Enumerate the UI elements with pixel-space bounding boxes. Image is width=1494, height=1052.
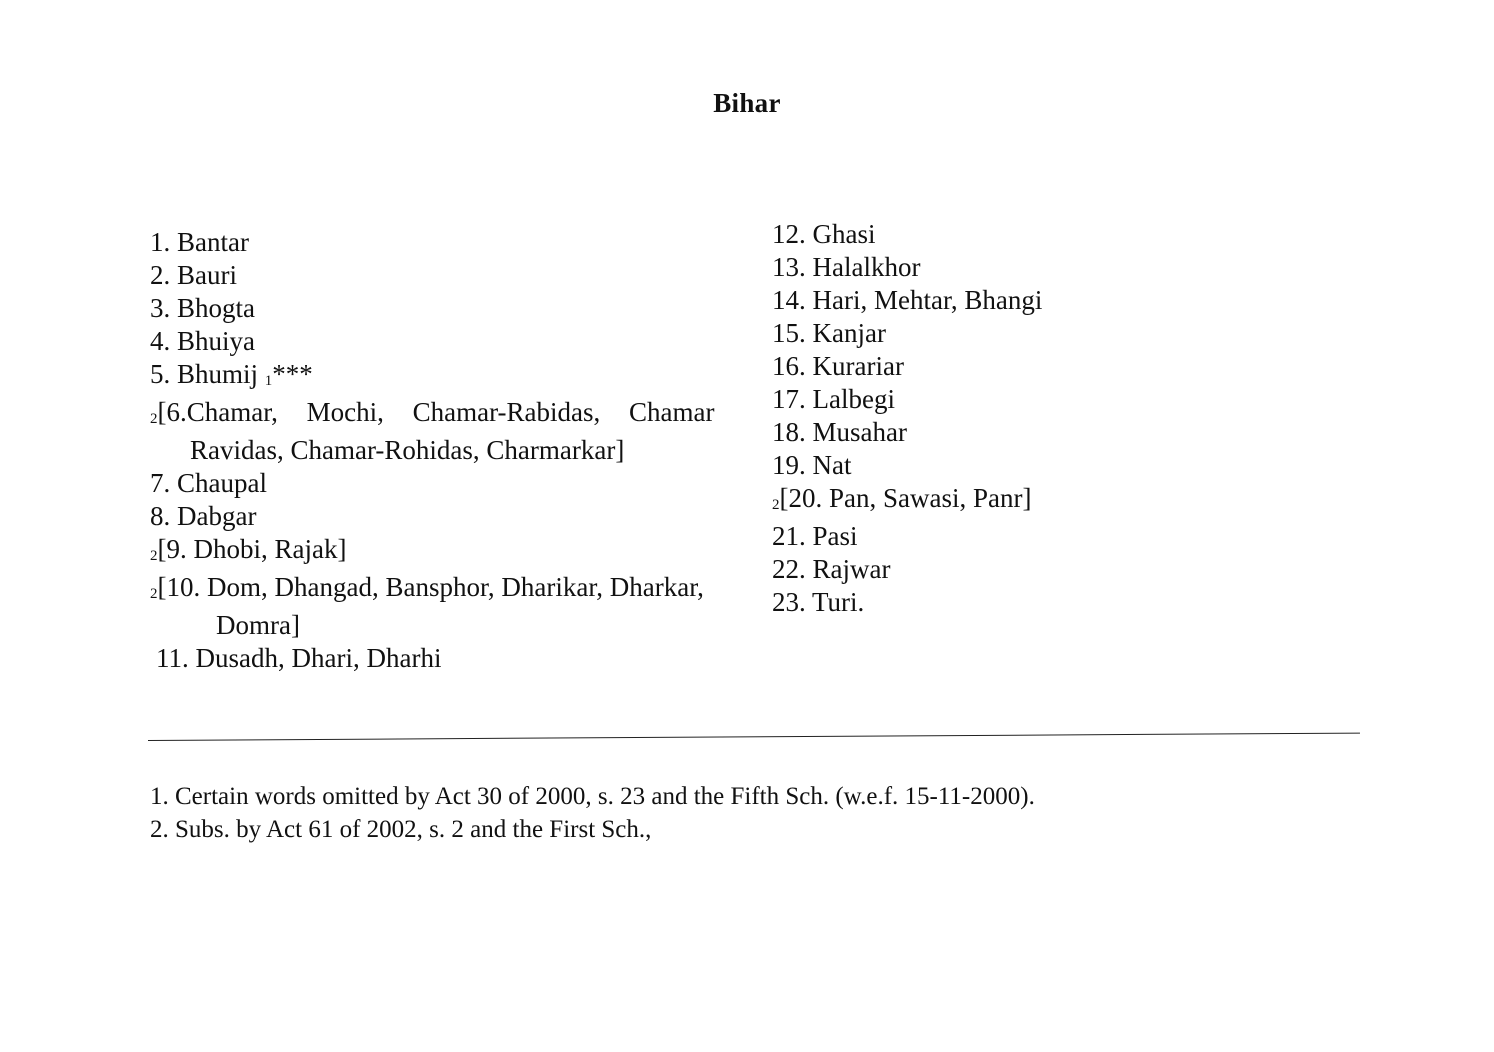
- item-text: Bhuiya: [177, 326, 255, 356]
- item-text: Bhogta: [177, 293, 255, 323]
- caste-list-right-column: [772, 218, 1192, 619]
- footnote-reference: 2: [772, 497, 780, 513]
- item-number: 17.: [772, 384, 806, 414]
- item-number: [9.: [157, 534, 187, 564]
- item-text: Pasi: [812, 521, 858, 551]
- footnote-reference: 2: [150, 411, 158, 427]
- item-text: Chaupal: [177, 468, 267, 498]
- omission-marker: ***: [272, 359, 313, 389]
- item-text: Bhumij: [177, 359, 259, 389]
- list-item: [772, 586, 1192, 619]
- item-number: 4.: [150, 326, 171, 356]
- list-item: [150, 292, 750, 325]
- item-number: 5.: [150, 359, 171, 389]
- list-item: [772, 218, 1192, 251]
- item-number: 3.: [150, 293, 171, 323]
- item-number: 19.: [772, 450, 806, 480]
- item-text: Halalkhor: [812, 252, 921, 282]
- item-number: 12.: [772, 219, 806, 249]
- item-text: Kurariar: [812, 351, 904, 381]
- list-item: [772, 317, 1192, 350]
- item-text: Dom, Dhangad, Bansphor, Dharikar, Dharkar,: [207, 572, 704, 602]
- footnote-reference: 2: [150, 548, 158, 564]
- item-text: Kanjar: [812, 318, 886, 348]
- item-text: Hari, Mehtar, Bhangi: [812, 285, 1043, 315]
- item-number: 11.: [156, 643, 189, 673]
- item-text: Dabgar: [177, 501, 257, 531]
- list-item: [772, 284, 1192, 317]
- list-item: [772, 383, 1192, 416]
- list-item: [150, 642, 750, 675]
- item-text-continuation: Domra]: [216, 610, 300, 640]
- footnote-1: 1. Certain words omitted by Act 30 of 2000, s. 23 and the Fifth Sch. (w.e.f. 15-11-2000).: [150, 783, 1035, 810]
- list-item: [150, 467, 750, 500]
- item-text: Nat: [812, 450, 852, 480]
- list-item: [150, 226, 750, 259]
- list-item: [150, 571, 750, 642]
- list-item: [150, 325, 750, 358]
- list-item: [150, 358, 750, 396]
- item-text-continuation: Ravidas, Chamar-Rohidas, Charmarkar]: [190, 435, 625, 465]
- item-number: 18.: [772, 417, 806, 447]
- footnote-reference: 1: [264, 373, 273, 389]
- item-text: Ghasi: [812, 219, 876, 249]
- item-number: [20.: [779, 483, 823, 513]
- item-number: 8.: [150, 501, 171, 531]
- item-text: Dusadh, Dhari, Dharhi: [195, 643, 442, 673]
- item-number: 16.: [772, 351, 806, 381]
- item-text: Lalbegi: [812, 384, 895, 414]
- caste-list-left-column: [150, 226, 750, 675]
- list-item: [772, 449, 1192, 482]
- item-text: Pan, Sawasi, Panr]: [829, 483, 1032, 513]
- item-text: Chamar, Mochi, Chamar-Rabidas, Chamar: [186, 397, 715, 427]
- item-number: [6.: [157, 397, 187, 427]
- item-number: 13.: [772, 252, 806, 282]
- item-number: 21.: [772, 521, 806, 551]
- list-item: [150, 259, 750, 292]
- list-item: [772, 482, 1192, 520]
- list-item: [772, 251, 1192, 284]
- footnote-reference: 2: [150, 586, 158, 602]
- item-number: 14.: [772, 285, 806, 315]
- list-item: [150, 396, 750, 467]
- list-item: [150, 533, 750, 571]
- footnotes: [150, 780, 1150, 846]
- list-item: [772, 553, 1192, 586]
- item-text: Musahar: [812, 417, 907, 447]
- page-title: Bihar: [713, 88, 781, 118]
- item-number: 15.: [772, 318, 806, 348]
- list-item: [772, 350, 1192, 383]
- list-item: [772, 416, 1192, 449]
- item-text: Bauri: [177, 260, 237, 290]
- footnote-2: 2. Subs. by Act 61 of 2002, s. 2 and the First Sch.,: [150, 816, 652, 843]
- item-text: Turi.: [812, 587, 865, 617]
- item-number: [10.: [157, 572, 201, 602]
- item-text: Dhobi, Rajak]: [193, 534, 347, 564]
- item-number: 7.: [150, 468, 171, 498]
- item-number: 2.: [150, 260, 171, 290]
- item-number: 1.: [150, 227, 171, 257]
- footnote-divider: [148, 733, 1360, 741]
- list-item: [772, 520, 1192, 553]
- item-number: 23.: [772, 587, 806, 617]
- item-text: Rajwar: [812, 554, 891, 584]
- list-item: [150, 500, 750, 533]
- item-text: Bantar: [177, 227, 249, 257]
- item-number: 22.: [772, 554, 806, 584]
